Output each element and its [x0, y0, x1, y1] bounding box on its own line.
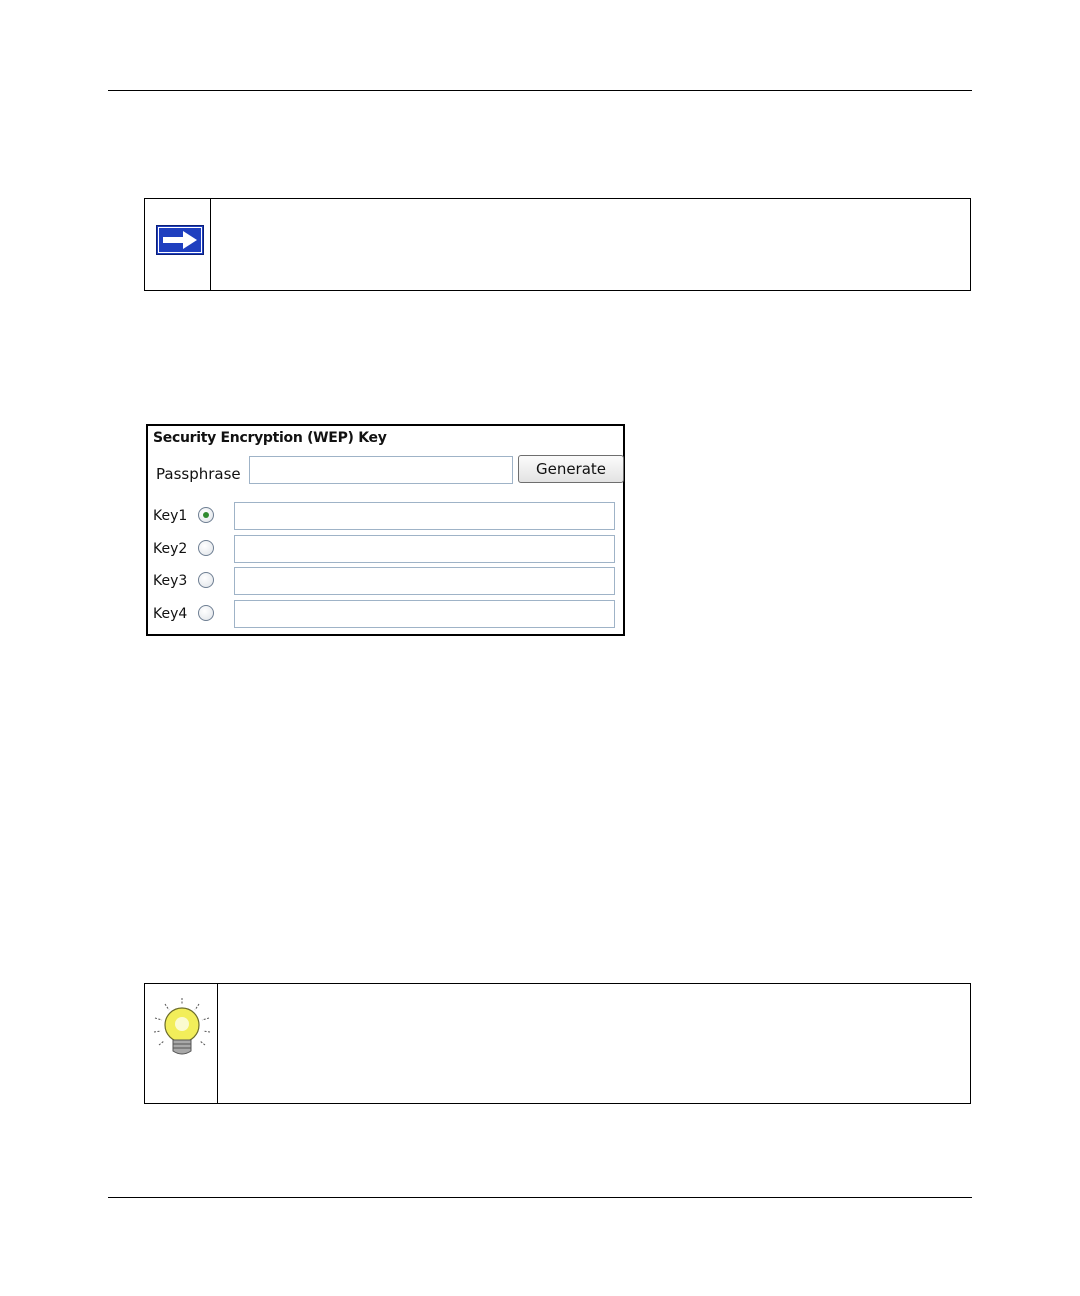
tip-icon-cell [145, 984, 218, 1103]
passphrase-label: Passphrase [156, 465, 241, 483]
key2-label: Key2 [153, 541, 188, 557]
key-row-4 [148, 599, 618, 629]
key-row-2 [148, 534, 618, 564]
passphrase-input[interactable] [249, 456, 513, 484]
key4-input[interactable] [234, 600, 615, 628]
footer-rule [108, 1197, 972, 1198]
tip-callout [144, 983, 971, 1104]
key3-input[interactable] [234, 567, 615, 595]
key1-input[interactable] [234, 502, 615, 530]
key3-radio[interactable] [198, 572, 214, 588]
key-row-1 [148, 501, 618, 531]
key-row-3 [148, 566, 618, 596]
wep-panel-title: Security Encryption (WEP) Key [153, 430, 387, 446]
lightbulb-icon [151, 996, 213, 1060]
note-icon-cell [145, 199, 211, 290]
key1-label: Key1 [153, 508, 188, 524]
key4-radio[interactable] [198, 605, 214, 621]
key2-input[interactable] [234, 535, 615, 563]
note-callout [144, 198, 971, 291]
wep-key-panel [146, 424, 625, 636]
generate-button[interactable]: Generate [518, 455, 624, 483]
key2-radio[interactable] [198, 540, 214, 556]
key1-radio[interactable] [198, 507, 214, 523]
right-arrow-icon [156, 225, 204, 255]
header-rule [108, 90, 972, 91]
key4-label: Key4 [153, 606, 188, 622]
key3-label: Key3 [153, 573, 188, 589]
